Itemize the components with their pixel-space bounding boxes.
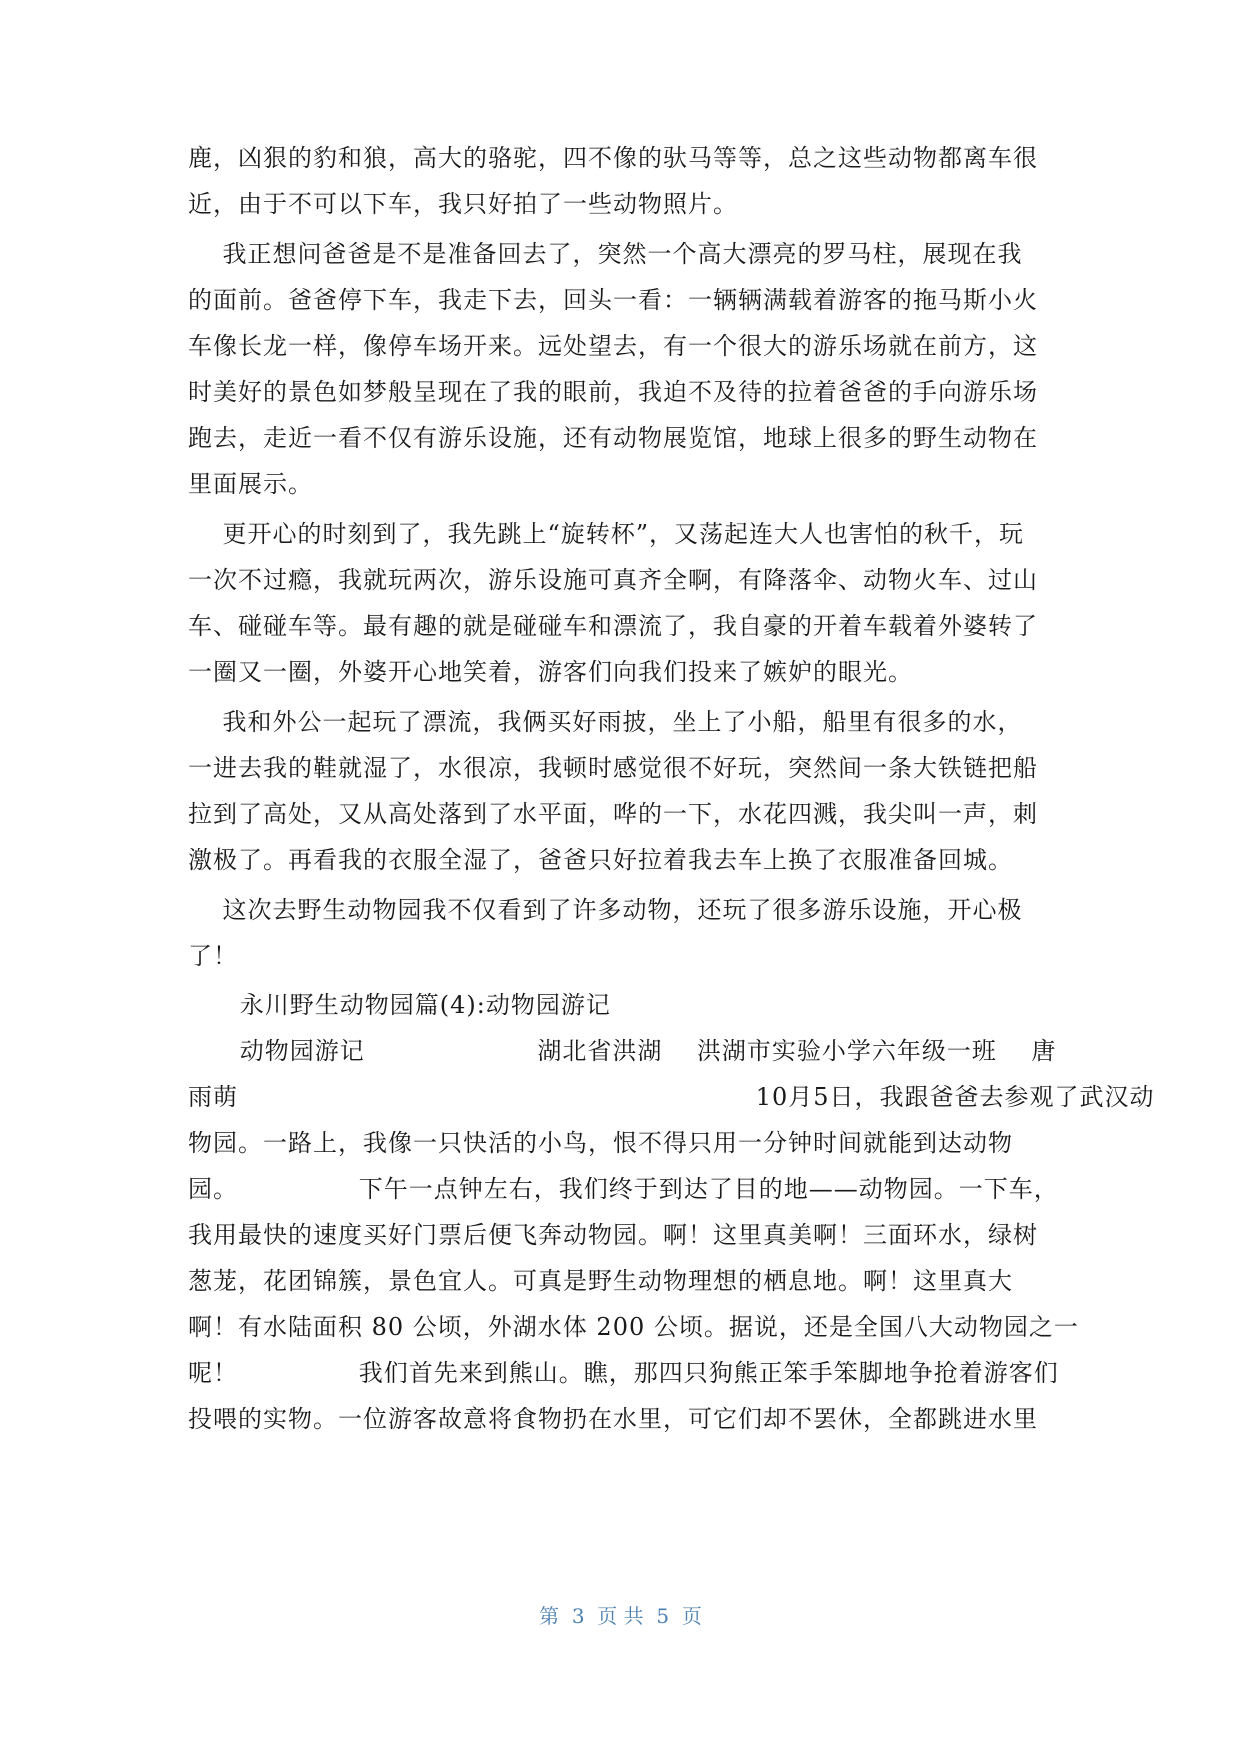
text-line: 一圈又一圈，外婆开心地笑着，游客们向我们投来了嫉妒的眼光。	[188, 658, 913, 686]
text-line: 了！	[188, 942, 238, 970]
text-line: 激极了。再看我的衣服全湿了，爸爸只好拉着我去车上换了衣服准备回城。	[188, 846, 1013, 874]
text-line: 这次去野生动物园我不仅看到了许多动物，还玩了很多游乐设施，开心极	[188, 896, 1023, 924]
text-line: 跑去，走近一看不仅有游乐设施，还有动物展览馆，地球上很多的野生动物在	[188, 424, 1038, 452]
text-line: 一进去我的鞋就湿了，水很凉，我顿时感觉很不好玩，突然间一条大铁链把船	[188, 754, 1038, 782]
text-line: 更开心的时刻到了，我先跳上“旋转杯”，又荡起连大人也害怕的秋千，玩	[188, 520, 1025, 548]
text-line: 啊！有水陆面积 80 公顷，外湖水体 200 公顷。据说，还是全国八大动物园之一	[188, 1313, 1079, 1341]
text-line: 雨萌 10月5日，我跟爸爸去参观了武汉动	[188, 1083, 1155, 1111]
text-line: 拉到了高处，又从高处落到了水平面，哗的一下，水花四溅，我尖叫一声，刺	[188, 800, 1038, 828]
text-line: 投喂的实物。一位游客故意将食物扔在水里，可它们却不罢休，全都跳进水里	[188, 1405, 1038, 1433]
section-heading: 永川野生动物园篇(4):动物园游记	[188, 991, 611, 1019]
text-line: 葱茏，花团锦簇，景色宜人。可真是野生动物理想的栖息地。啊！这里真大	[188, 1267, 1013, 1295]
text-line: 近，由于不可以下车，我只好拍了一些动物照片。	[188, 190, 738, 218]
text-line: 一次不过瘾，我就玩两次，游乐设施可真齐全啊，有降落伞、动物火车、过山	[188, 566, 1038, 594]
text-line: 鹿，凶狠的豹和狼，高大的骆驼，四不像的驮马等等，总之这些动物都离车很	[188, 144, 1038, 172]
text-line: 车像长龙一样，像停车场开来。远处望去，有一个很大的游乐场就在前方，这	[188, 332, 1038, 360]
text-line: 的面前。爸爸停下车，我走下去，回头一看：一辆辆满载着游客的拖马斯小火	[188, 286, 1038, 314]
text-line: 里面展示。	[188, 470, 313, 498]
text-line: 我用最快的速度买好门票后便飞奔动物园。啊！这里真美啊！三面环水，绿树	[188, 1221, 1038, 1249]
text-line: 我和外公一起玩了漂流，我俩买好雨披，坐上了小船，船里有很多的水，	[188, 708, 1023, 736]
text-line: 时美好的景色如梦般呈现在了我的眼前，我迫不及待的拉着爸爸的手向游乐场	[188, 378, 1038, 406]
text-line: 我正想问爸爸是不是准备回去了，突然一个高大漂亮的罗马柱，展现在我	[188, 240, 1023, 268]
text-line: 动物园游记 湖北省洪湖 洪湖市实验小学六年级一班 唐	[188, 1037, 1057, 1065]
text-line: 物园。一路上，我像一只快活的小鸟，恨不得只用一分钟时间就能到达动物	[188, 1129, 1013, 1157]
page-footer: 第 3 页 共 5 页	[539, 1604, 702, 1628]
text-line: 呢！ 我们首先来到熊山。瞧，那四只狗熊正笨手笨脚地争抢着游客们	[188, 1359, 1059, 1387]
text-line: 车、碰碰车等。最有趣的就是碰碰车和漂流了，我自豪的开着车载着外婆转了	[188, 612, 1038, 640]
text-line: 园。 下午一点钟左右，我们终于到达了目的地——动物园。一下车，	[188, 1175, 1059, 1203]
